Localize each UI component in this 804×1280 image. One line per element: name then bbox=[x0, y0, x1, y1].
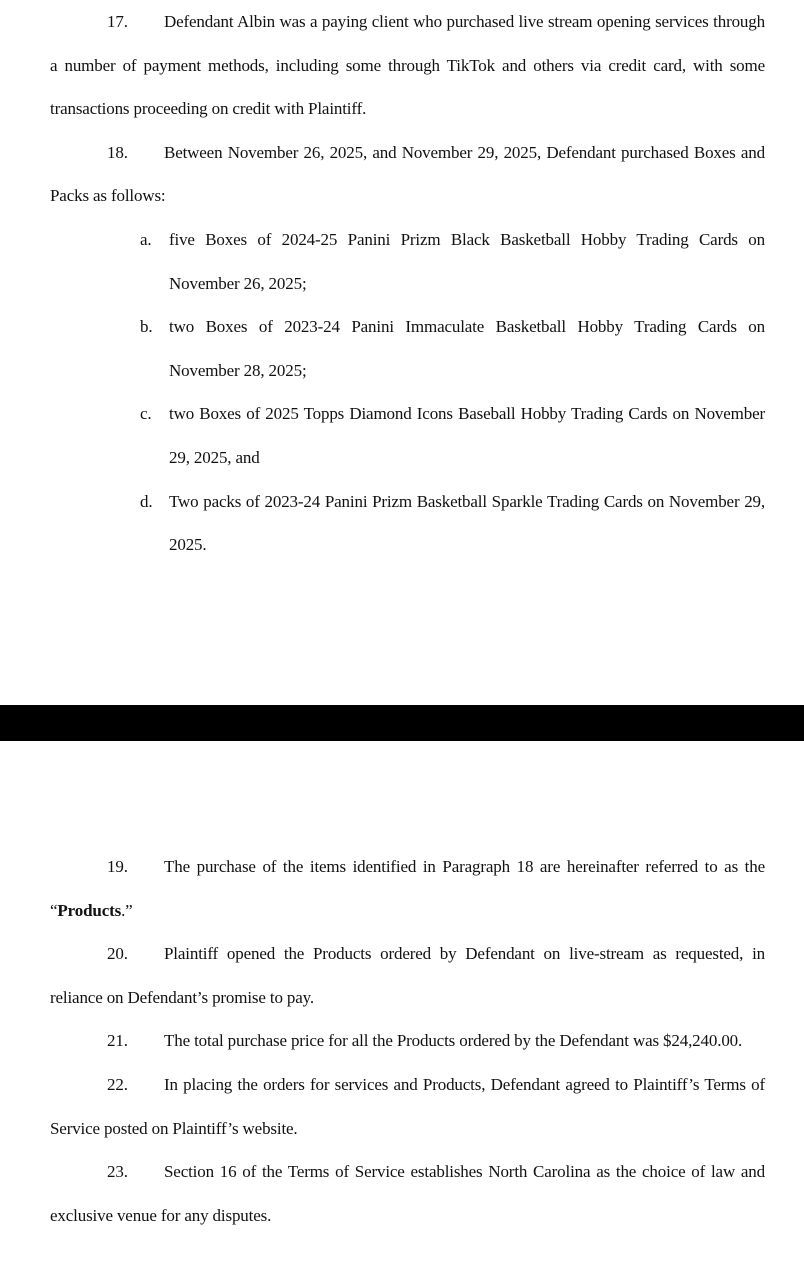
paragraph-number: 18. bbox=[107, 142, 128, 162]
list-item-text: five Boxes of 2024-25 Panini Prizm Black Basketball Hobby Trading Cards on November 26, 2025; bbox=[169, 229, 765, 293]
paragraph-number: 22. bbox=[107, 1074, 128, 1094]
paragraph-number: 21. bbox=[107, 1031, 128, 1051]
defined-term: Products bbox=[57, 900, 122, 920]
paragraph-text: Between November 26, 2025, and November 29, 2025, Defendant purchased Boxes and Packs as follows: bbox=[50, 142, 765, 206]
paragraph-text: Section 16 of the Terms of Service establishes North Carolina as the choice of law and exclusive venue for any disputes. bbox=[50, 1162, 765, 1225]
paragraph-text: In placing the orders for services and Products, Defendant agreed to Plaintiff’s Terms of Service posted on Plaintiff’s website. bbox=[50, 1074, 765, 1138]
paragraph-18 bbox=[50, 131, 765, 218]
paragraph-number: 20. bbox=[107, 944, 128, 964]
redaction-bar bbox=[0, 705, 804, 741]
list-letter: b. bbox=[140, 317, 153, 337]
list-item-text: two Boxes of 2023-24 Panini Immaculate Basketball Hobby Trading Cards on November 28, 2025; bbox=[169, 317, 765, 380]
paragraph-number: 17. bbox=[107, 12, 128, 31]
list-item-d bbox=[50, 480, 765, 567]
paragraph-23 bbox=[50, 1150, 765, 1237]
paragraph-21 bbox=[50, 1019, 765, 1063]
paragraph-19 bbox=[50, 845, 765, 932]
document-top-section bbox=[50, 0, 765, 567]
list-item-a bbox=[50, 218, 765, 305]
paragraph-17 bbox=[50, 0, 765, 131]
list-item-text: two Boxes of 2025 Topps Diamond Icons Baseball Hobby Trading Cards on November 29, 2025, and bbox=[169, 404, 765, 467]
paragraph-number: 19. bbox=[107, 857, 128, 876]
paragraph-number: 23. bbox=[107, 1162, 128, 1182]
list-item-text: Two packs of 2023-24 Panini Prizm Basketball Sparkle Trading Cards on November 29, 2025. bbox=[169, 491, 765, 555]
paragraph-20 bbox=[50, 932, 765, 1019]
list-letter: a. bbox=[140, 229, 152, 249]
list-letter: d. bbox=[140, 491, 153, 511]
list-item-c bbox=[50, 392, 765, 479]
paragraph-text: Defendant Albin was a paying client who purchased live stream opening services through a number of payment methods, including some through TikTok and others via credit card, with some transactions proceeding on credit with Plaintiff. bbox=[50, 12, 765, 119]
list-item-b bbox=[50, 305, 765, 392]
paragraph-22 bbox=[50, 1063, 765, 1150]
paragraph-text: Plaintiff opened the Products ordered by Defendant on live-stream as requested, in reliance on Defendant’s promise to pay. bbox=[50, 944, 765, 1007]
paragraph-text-end: .” bbox=[121, 900, 133, 920]
purchase-list bbox=[50, 218, 765, 567]
paragraph-text: The total purchase price for all the Products ordered by the Defendant was $24,240.00. bbox=[164, 1031, 743, 1051]
list-letter: c. bbox=[140, 404, 152, 424]
document-bottom-section bbox=[50, 845, 765, 1237]
paragraph-text: The purchase of the items identified in Paragraph 18 are hereinafter referred to as the “ bbox=[50, 857, 765, 920]
